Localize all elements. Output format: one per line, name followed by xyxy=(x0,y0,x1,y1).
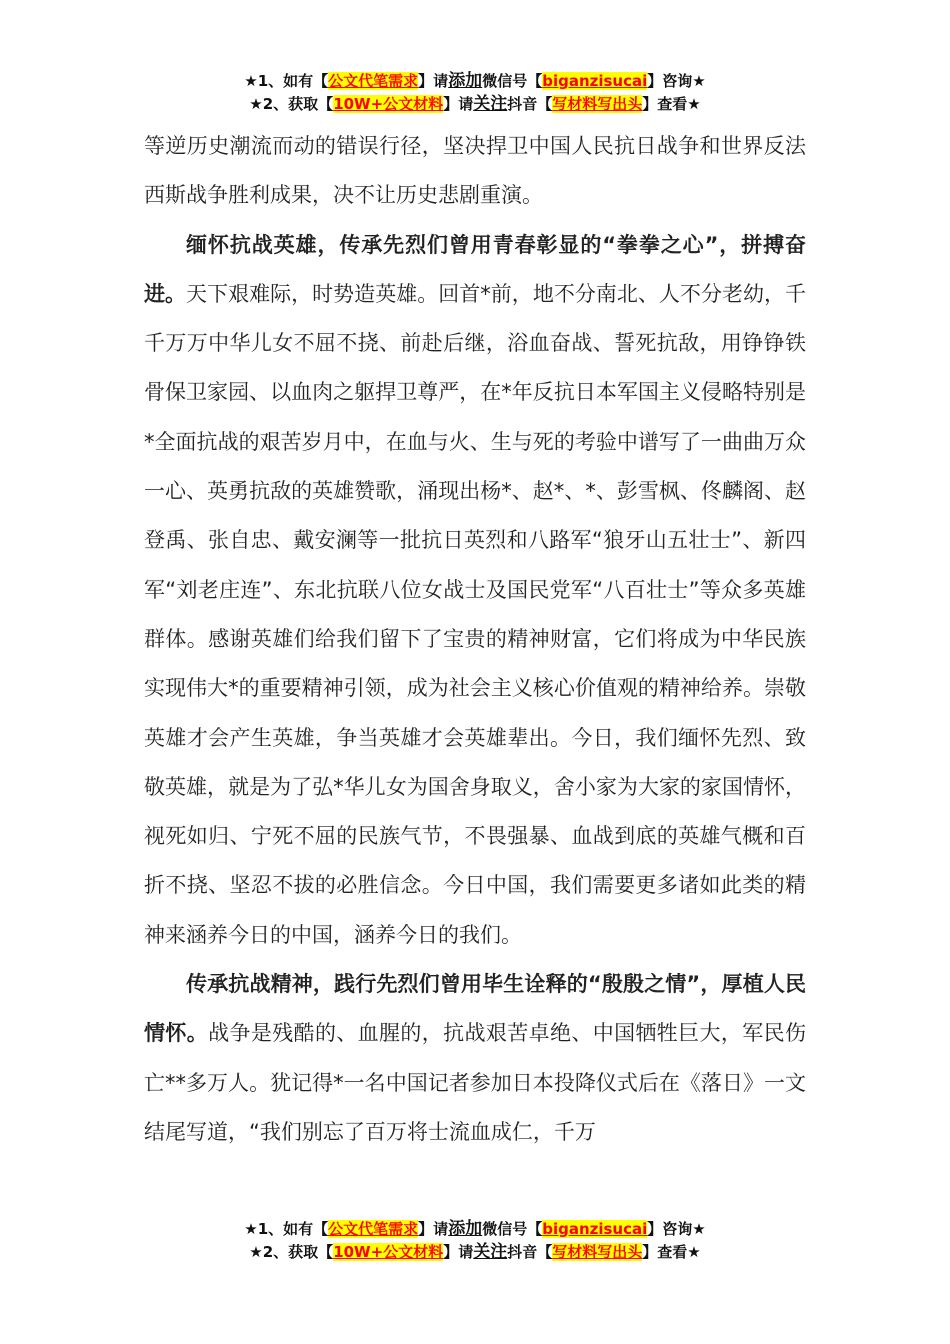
banner-text: ★1、如有【 xyxy=(244,1220,329,1238)
banner-text: 抖音【 xyxy=(507,95,553,113)
paragraph-2-heading: 缅怀抗战英雄，传承先烈们曾用青春彰显的“拳拳之心”，拼搏奋进。 xyxy=(144,232,806,306)
banner-line-1 xyxy=(0,1218,950,1241)
banner-text: 微信号【 xyxy=(482,72,543,90)
banner-highlight-douyin: 写材料写出头 xyxy=(552,1243,643,1261)
banner-text: 微信号【 xyxy=(482,1220,543,1238)
paragraph-2 xyxy=(144,221,806,960)
banner-line-1 xyxy=(0,70,950,93)
banner-text: 】请 xyxy=(418,72,449,90)
banner-emphasis: 关注 xyxy=(473,94,508,114)
promo-banner-bottom xyxy=(0,1218,950,1264)
banner-text: ★2、获取【 xyxy=(249,95,334,113)
banner-highlight-materials: 10W+公文材料 xyxy=(333,1243,444,1261)
banner-emphasis: 添加 xyxy=(448,1219,483,1239)
paragraph-3-text: 战争是残酷的、血腥的，抗战艰苦卓绝、中国牺牲巨大，军民伤亡**多万人。犹记得*一名中国记者参加日本投降仪式后在《落日》一文结尾写道，“我们别忘了百万将士流血成仁，千万 xyxy=(144,1021,807,1144)
paragraph-3 xyxy=(144,960,806,1157)
banner-text: 】请 xyxy=(418,1220,449,1238)
banner-highlight-wechat-id: biganzisucai xyxy=(542,72,648,90)
banner-highlight-materials: 10W+公文材料 xyxy=(333,95,444,113)
paragraph-3-heading: 传承抗战精神，践行先烈们曾用毕生诠释的“殷殷之情”，厚植人民情怀。 xyxy=(144,972,806,1046)
paragraph-1: 等逆历史潮流而动的错误行径，坚决捍卫中国人民抗日战争和世界反法西斯战争胜利成果，决不让历史悲剧重演。 xyxy=(144,134,806,208)
promo-banner-top xyxy=(0,70,950,116)
banner-text: ★2、获取【 xyxy=(249,1243,334,1261)
banner-text: 】咨询★ xyxy=(647,72,706,90)
banner-text: 】查看★ xyxy=(642,1243,701,1261)
banner-text: 】请 xyxy=(443,1243,474,1261)
banner-text: ★1、如有【 xyxy=(244,72,329,90)
banner-emphasis: 添加 xyxy=(448,71,483,91)
banner-highlight-service: 公文代笔需求 xyxy=(328,72,419,90)
banner-line-2 xyxy=(0,93,950,116)
paragraph-2-text: 天下艰难际，时势造英雄。回首*前，地不分南北、人不分老幼，千千万万中华儿女不屈不挠、前赴后继，浴血奋战、誓死抗敌，用铮铮铁骨保卫家园、以血肉之躯捍卫尊严，在*年反抗日本军国主义侵略特别是*全面抗战的艰苦岁月中，在血与火、生与死的考验中谱写了一曲曲万众一心、英勇抗敌的英雄赞歌，涌现出杨*、赵*、*、彭雪枫、佟麟阁、赵登禹、张自忠、戴安澜等一批抗日英烈和八路军“狼牙山五壮士”、新四军“刘老庄连”、东北抗联八位女战士及国民党军“八百壮士”等众多英雄群体。感谢英雄们给我们留下了宝贵的精神财富，它们将成为中华民族实现伟大*的重要精神引领，成为社会主义核心价值观的精神给养。崇敬英雄才会产生英雄，争当英雄才会英雄辈出。今日，我们缅怀先烈、致敬英雄，就是为了弘*华儿女为国舍身取义，舍小家为大家的家国情怀，视死如归、宁死不屈的民族气节，不畏强暴、血战到底的英雄气概和百折不挠、坚忍不拔的必胜信念。今日中国，我们需要更多诸如此类的精神来涵养今日的中国，涵养今日的我们。 xyxy=(144,281,807,947)
banner-text: 】查看★ xyxy=(642,95,701,113)
banner-highlight-service: 公文代笔需求 xyxy=(328,1220,419,1238)
banner-text: 】咨询★ xyxy=(647,1220,706,1238)
banner-highlight-wechat-id: biganzisucai xyxy=(542,1220,648,1238)
banner-highlight-douyin: 写材料写出头 xyxy=(552,95,643,113)
banner-line-2 xyxy=(0,1241,950,1264)
banner-emphasis: 关注 xyxy=(473,1242,508,1262)
banner-text: 抖音【 xyxy=(507,1243,553,1261)
banner-text: 】请 xyxy=(443,95,474,113)
document-body xyxy=(144,122,806,1157)
